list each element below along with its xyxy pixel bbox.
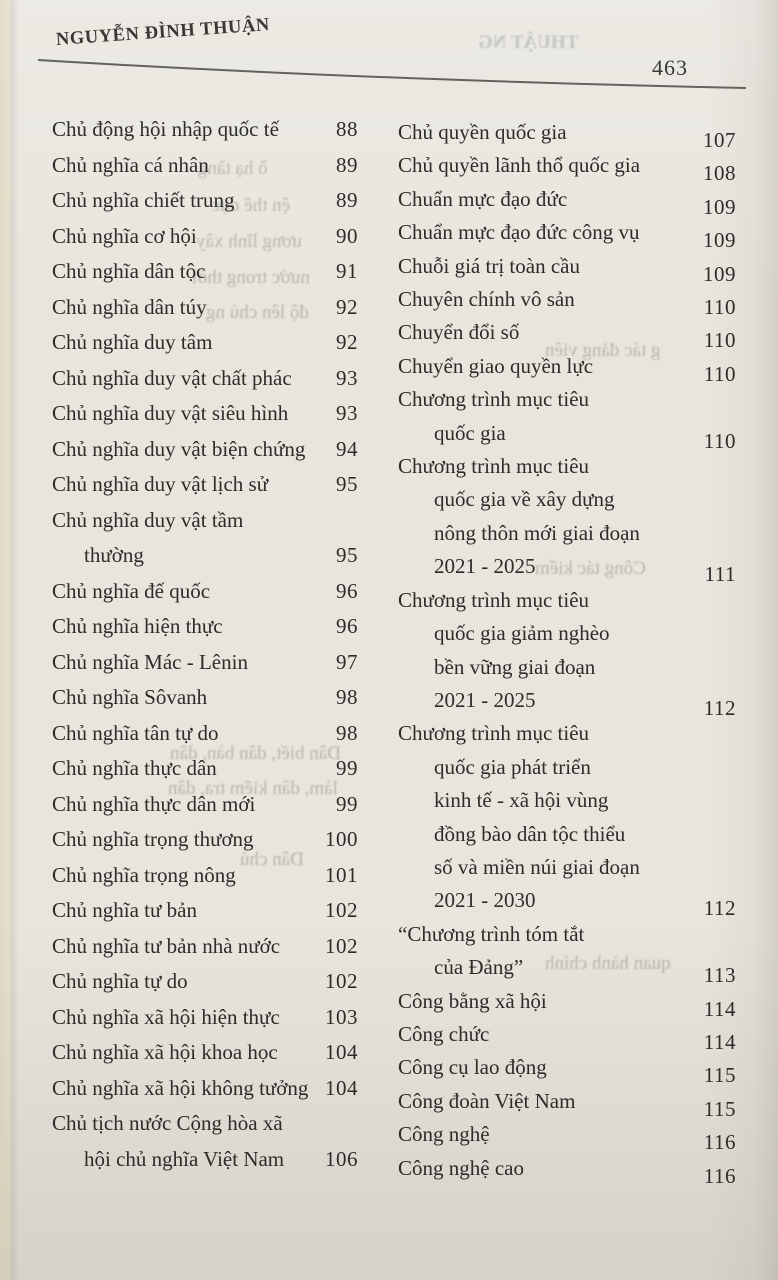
bleedthrough-text: ện thể dục	[212, 195, 291, 216]
entry-page-number: 109	[703, 261, 736, 286]
entry-page-number: 99	[336, 791, 358, 816]
index-entry	[398, 1018, 736, 1054]
entry-page-number: 103	[325, 1004, 358, 1029]
entry-page-number: 93	[336, 365, 358, 390]
index-entry	[52, 574, 358, 610]
entry-title: Chủ nghĩa xã hội không tưởng	[52, 1075, 309, 1100]
index-entry	[52, 609, 358, 645]
entry-page-number: 109	[703, 194, 736, 219]
entry-page-number: 94	[336, 436, 358, 461]
index-entry	[52, 290, 358, 326]
entry-title: Chủ nghĩa duy vật siêu hình	[52, 401, 289, 425]
entry-page-number: 110	[703, 328, 736, 353]
index-entry	[52, 822, 358, 858]
entry-title: Chủ nghĩa xã hội hiện thực	[52, 1004, 280, 1029]
entry-page-number: 97	[336, 649, 358, 674]
entry-page-number: 106	[325, 1146, 358, 1171]
entry-page-number: 102	[325, 898, 358, 922]
index-entry	[398, 250, 736, 286]
entry-title: Chủ nghĩa duy vật tầm thường	[52, 507, 244, 567]
entry-title: Chủ nghĩa cơ hội	[52, 223, 197, 248]
entry-title: Chuỗi giá trị toàn cầu	[398, 253, 580, 278]
bleedthrough-text: quan hành chính	[545, 953, 671, 974]
entry-page-number: 92	[336, 294, 358, 319]
bleedthrough-text: Dân chủ	[240, 849, 304, 870]
index-entry	[398, 918, 736, 988]
index-entry	[52, 858, 358, 894]
entry-title: Chủ nghĩa thực dân mới	[52, 791, 256, 816]
entry-page-number: 107	[703, 128, 736, 152]
header-rule-line	[0, 0, 778, 110]
entry-page-number: 101	[325, 862, 358, 887]
entry-page-number: 95	[336, 543, 358, 567]
entry-title: Chương trình mục tiêu quốc gia	[398, 387, 590, 445]
entry-page-number: 108	[703, 161, 736, 186]
entry-title: Chuẩn mực đạo đức công vụ	[398, 220, 640, 245]
entry-title: Chủ nghĩa chiết trung	[52, 188, 235, 212]
entry-page-number: 110	[703, 361, 736, 386]
entry-title: Công cụ lao động	[398, 1055, 547, 1080]
entry-page-number: 114	[703, 996, 736, 1021]
entry-page-number: 104	[325, 1040, 358, 1064]
index-entry	[52, 893, 358, 929]
entry-title: Công bằng xã hội	[398, 988, 547, 1013]
bleedthrough-text: Dân biết, dân bàn, dân	[170, 743, 341, 764]
entry-title: Công nghệ	[398, 1122, 490, 1147]
entry-page-number: 102	[325, 933, 358, 958]
index-entry	[52, 787, 358, 823]
index-entry	[52, 1035, 358, 1071]
entry-page-number: 114	[703, 1029, 736, 1054]
entry-page-number: 115	[703, 1063, 736, 1088]
entry-page-number: 91	[336, 259, 358, 283]
index-entry	[52, 503, 358, 574]
entry-page-number: 109	[703, 228, 736, 253]
entry-page-number: 113	[703, 963, 736, 988]
entry-page-number: 110	[703, 295, 736, 320]
entry-title: Chủ nghĩa xã hội khoa học	[52, 1040, 278, 1064]
entry-title: Chủ tịch nước Cộng hòa xã hội chủ nghĩa Việt Nam	[52, 1111, 285, 1171]
index-entry	[398, 1152, 736, 1188]
bleedthrough-text: độ lên chủ ng	[206, 302, 309, 323]
index-entry	[52, 929, 358, 965]
entry-page-number: 116	[703, 1163, 736, 1188]
entry-title: “Chương trình tóm tắt của Đảng”	[398, 921, 585, 980]
index-entry	[398, 216, 736, 253]
entry-page-number: 112	[703, 695, 736, 720]
index-entry	[52, 325, 358, 361]
index-entry	[52, 148, 358, 184]
index-entry	[398, 717, 736, 921]
bleedthrough-text: làm, dân kiểm tra, dân	[168, 778, 338, 799]
entry-title: Công chức	[398, 1021, 490, 1046]
entry-page-number: 98	[336, 720, 358, 745]
index-entry	[398, 1118, 736, 1155]
entry-title: Chủ nghĩa duy tâm	[52, 330, 213, 354]
index-entry	[398, 1051, 736, 1088]
entry-page-number: 110	[703, 428, 736, 453]
index-entry	[398, 350, 736, 386]
index-entry	[398, 149, 736, 186]
entry-title: Chủ nghĩa duy vật chất phác	[52, 365, 292, 390]
entry-page-number: 116	[703, 1130, 736, 1155]
index-entry	[52, 645, 358, 681]
entry-title: Chủ nghĩa đế quốc	[52, 578, 211, 603]
index-entry	[52, 112, 358, 148]
entry-title: Chủ quyền lãnh thổ quốc gia	[398, 153, 641, 178]
entry-page-number: 89	[336, 152, 358, 177]
index-entry	[52, 432, 358, 468]
entry-title: Chủ nghĩa tự do	[52, 969, 188, 993]
author-running-header: NGUYỄN ĐÌNH THUẬN	[55, 15, 271, 50]
entry-title: Chương trình mục tiêu quốc gia giảm nghèo bền vững giai đoạn 2021 - 2025	[398, 587, 610, 712]
index-entry	[398, 283, 736, 320]
entry-title: Chủ động hội nhập quốc tế	[52, 117, 279, 141]
entry-title: Chủ nghĩa Mác - Lênin	[52, 649, 248, 674]
entry-page-number: 95	[336, 472, 358, 496]
entry-page-number: 100	[325, 827, 358, 851]
entry-title: Chương trình mục tiêu quốc gia về xây dựng nông thôn mới giai đoạn 2021 - 2025	[398, 454, 640, 579]
entry-title: Chuyển giao quyền lực	[398, 353, 594, 378]
index-entry	[398, 1085, 736, 1121]
entry-page-number: 115	[703, 1096, 736, 1121]
entry-title: Chuẩn mực đạo đức	[398, 186, 568, 211]
entry-title: Chủ nghĩa hiện thực	[52, 614, 223, 638]
entry-page-number: 89	[336, 188, 358, 212]
entry-title: Chuyển đổi số	[398, 320, 520, 345]
entry-title: Chủ nghĩa tư bản	[52, 898, 197, 922]
bleedthrough-text: Công tác kiểm	[535, 558, 646, 579]
index-entry	[398, 116, 736, 152]
bleedthrough-text: THUẬT NG	[478, 32, 579, 53]
entry-page-number: 92	[336, 330, 358, 354]
index-entry	[52, 1000, 358, 1036]
index-entry	[52, 1106, 358, 1177]
entry-title: Công đoàn Việt Nam	[398, 1088, 576, 1113]
entry-title: Chủ nghĩa cá nhân	[52, 152, 209, 177]
entry-title: Chủ nghĩa duy vật biện chứng	[52, 436, 306, 461]
entry-title: Chủ nghĩa dân túy	[52, 294, 207, 319]
entry-title: Chủ nghĩa Sôvanh	[52, 685, 208, 709]
bleedthrough-text: ương lĩnh xây	[196, 231, 302, 252]
index-entry	[52, 716, 358, 752]
page-number: 463	[652, 55, 688, 80]
index-entry	[398, 584, 736, 718]
entry-page-number: 104	[325, 1075, 358, 1100]
index-entry	[398, 450, 736, 587]
entry-title: Chủ nghĩa trọng nông	[52, 862, 236, 887]
index-entry	[52, 396, 358, 432]
index-entry	[398, 985, 736, 1021]
index-entry	[52, 467, 358, 503]
bleedthrough-text: nước trong thời	[192, 267, 310, 288]
bleedthrough-text: g tác đảng viên	[545, 340, 661, 361]
entry-title: Chủ quyền quốc gia	[398, 120, 567, 144]
index-entry	[52, 219, 358, 255]
index-entry	[52, 361, 358, 397]
entry-title: Chủ nghĩa dân tộc	[52, 259, 206, 283]
index-left-column	[52, 112, 358, 1177]
index-entry	[52, 680, 358, 716]
entry-page-number: 102	[325, 969, 358, 993]
entry-title: Chủ nghĩa tân tự do	[52, 720, 219, 745]
entry-page-number: 88	[336, 117, 358, 141]
index-entry	[52, 751, 358, 787]
entry-title: Công nghệ cao	[398, 1155, 524, 1180]
index-entry	[398, 383, 736, 453]
entry-page-number: 99	[336, 756, 358, 780]
entry-page-number: 90	[336, 223, 358, 248]
index-right-column	[398, 116, 736, 1188]
entry-title: Chủ nghĩa trọng thương	[52, 827, 254, 851]
entry-title: Chủ nghĩa tư bản nhà nước	[52, 933, 281, 958]
index-entry	[398, 183, 736, 219]
entry-title: Chuyên chính vô sản	[398, 287, 575, 312]
index-entry	[52, 964, 358, 1000]
entry-page-number: 93	[336, 401, 358, 425]
entry-title: Chủ nghĩa duy vật lịch sử	[52, 472, 269, 496]
index-entry	[52, 183, 358, 219]
entry-page-number: 96	[336, 614, 358, 638]
entry-page-number: 98	[336, 685, 358, 709]
entry-title: Chủ nghĩa thực dân	[52, 756, 217, 780]
index-entry	[52, 1071, 358, 1107]
bleedthrough-text: ồ hạ tầng	[198, 158, 268, 179]
entry-title: Chương trình mục tiêu quốc gia phát triển kinh tế - xã hội vùng đồng bào dân tộc thiểu số và miền núi giai đoạn 2021 - 2030	[398, 721, 640, 913]
index-entry	[52, 254, 358, 290]
entry-page-number: 111	[704, 562, 736, 587]
entry-page-number: 96	[336, 578, 358, 603]
entry-page-number: 112	[703, 896, 736, 921]
